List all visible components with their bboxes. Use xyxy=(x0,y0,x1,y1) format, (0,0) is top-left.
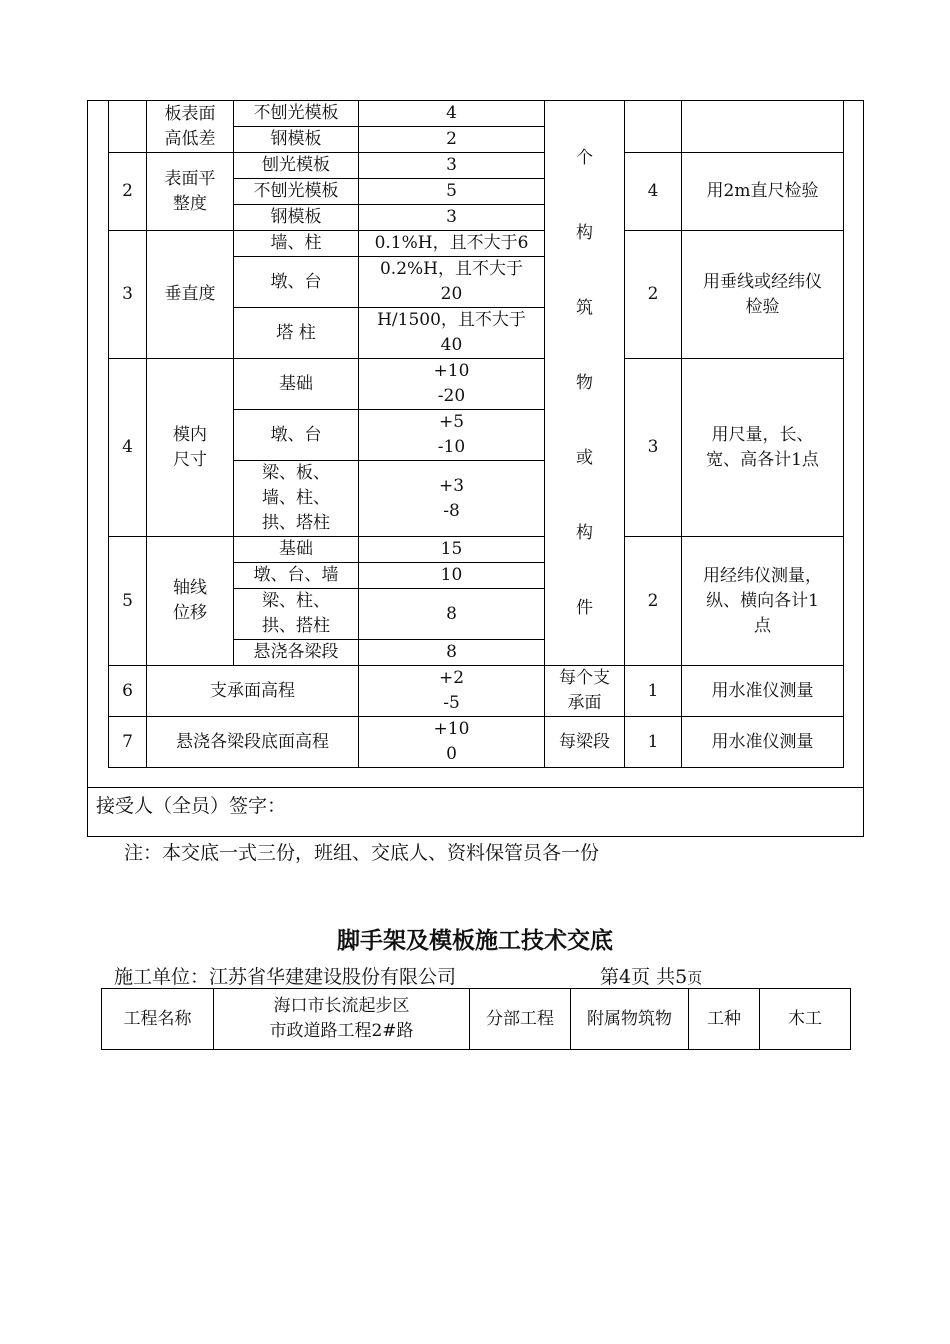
tolerance-value: 15 xyxy=(359,537,545,563)
formwork-type: 钢模板 xyxy=(234,127,359,153)
tolerance-value: +2 -5 xyxy=(359,666,545,717)
page-title: 脚手架及模板施工技术交底 xyxy=(337,927,613,954)
scope-char: 件 xyxy=(576,598,593,618)
row-number: 2 xyxy=(109,153,147,231)
inspection-scope xyxy=(545,101,625,666)
formwork-type: 塔 柱 xyxy=(234,308,359,359)
table-row xyxy=(109,359,844,410)
table-row xyxy=(102,989,851,1050)
tolerance-value: 3 xyxy=(359,153,545,179)
check-frequency: 4 xyxy=(625,153,682,231)
tolerance-value: 0.1%H，且不大于6 xyxy=(359,231,545,257)
tolerance-value: +10 0 xyxy=(359,717,545,768)
project-info-table xyxy=(101,988,851,1050)
signature-label: 接受人（全员）签字： xyxy=(96,795,287,817)
scope-char: 个 xyxy=(576,148,593,168)
page-prefix: 第 xyxy=(600,966,620,988)
scope-char: 或 xyxy=(576,448,593,468)
check-method: 用水准仪测量 xyxy=(682,666,844,717)
scope-char: 构 xyxy=(576,523,593,543)
check-method: 用经纬仪测量， 纵、横向各计1 点 xyxy=(682,537,844,666)
check-method: 用垂线或经纬仪 检验 xyxy=(682,231,844,359)
check-item: 模内 尺寸 xyxy=(147,359,234,537)
formwork-type: 墩、台 xyxy=(234,257,359,308)
check-item: 悬浇各梁段底面高程 xyxy=(147,717,359,768)
check-item: 支承面高程 xyxy=(147,666,359,717)
inspection-scope: 每梁段 xyxy=(545,717,625,768)
project-name-value: 海口市长流起步区 市政道路工程2#路 xyxy=(214,989,470,1050)
inspection-form-frame xyxy=(87,100,864,837)
formwork-type: 梁、柱、 拱、搭柱 xyxy=(234,589,359,640)
tolerance-value: +5 -10 xyxy=(359,410,545,461)
check-frequency: 3 xyxy=(625,359,682,537)
table-row xyxy=(109,666,844,717)
check-frequency xyxy=(625,101,682,153)
check-item: 表面平 整度 xyxy=(147,153,234,231)
check-method: 用2m直尺检验 xyxy=(682,153,844,231)
signature-divider xyxy=(88,787,863,788)
page-current: 4 xyxy=(619,966,632,988)
row-number: 4 xyxy=(109,359,147,537)
tolerance-value: 4 xyxy=(359,101,545,127)
table-row xyxy=(109,537,844,563)
page-indicator xyxy=(600,962,702,989)
formwork-type: 基础 xyxy=(234,359,359,410)
tolerance-value: 8 xyxy=(359,640,545,666)
page-mid: 页 共 xyxy=(631,966,676,988)
footnote: 注：本交底一式三份，班组、交底人、资料保管员各一份 xyxy=(124,842,600,864)
check-method: 用水准仪测量 xyxy=(682,717,844,768)
table-row xyxy=(109,231,844,257)
tolerance-table xyxy=(108,100,844,768)
tolerance-value: 3 xyxy=(359,205,545,231)
subproject-value: 附属物筑物 xyxy=(571,989,689,1050)
formwork-type: 梁、板、 墙、柱、 拱、塔柱 xyxy=(234,461,359,537)
table-row xyxy=(109,717,844,768)
tolerance-value: 2 xyxy=(359,127,545,153)
check-frequency: 2 xyxy=(625,537,682,666)
formwork-type: 悬浇各梁段 xyxy=(234,640,359,666)
row-number: 6 xyxy=(109,666,147,717)
row-number: 3 xyxy=(109,231,147,359)
row-number xyxy=(109,101,147,153)
check-frequency: 1 xyxy=(625,666,682,717)
formwork-type: 钢模板 xyxy=(234,205,359,231)
table-row xyxy=(109,101,844,127)
check-item: 板表面 高低差 xyxy=(147,101,234,153)
table-row xyxy=(109,153,844,179)
check-method xyxy=(682,101,844,153)
check-frequency: 1 xyxy=(625,717,682,768)
tolerance-value: 8 xyxy=(359,589,545,640)
formwork-type: 不刨光模板 xyxy=(234,101,359,127)
tolerance-value: +10 -20 xyxy=(359,359,545,410)
inspection-scope: 每个支 承面 xyxy=(545,666,625,717)
tolerance-value: 10 xyxy=(359,563,545,589)
page-suffix: 页 xyxy=(687,969,703,987)
tolerance-value: +3 -8 xyxy=(359,461,545,537)
tolerance-value: 5 xyxy=(359,179,545,205)
formwork-type: 不刨光模板 xyxy=(234,179,359,205)
formwork-type: 刨光模板 xyxy=(234,153,359,179)
trade-value: 木工 xyxy=(760,989,851,1050)
project-name-label: 工程名称 xyxy=(102,989,214,1050)
tolerance-value: 0.2%H，且不大于 20 xyxy=(359,257,545,308)
row-number: 5 xyxy=(109,537,147,666)
construction-unit: 施工单位：江苏省华建建设股份有限公司 xyxy=(114,966,457,988)
page-total: 5 xyxy=(675,966,688,988)
check-item: 轴线 位移 xyxy=(147,537,234,666)
check-frequency: 2 xyxy=(625,231,682,359)
formwork-type: 墩、台 xyxy=(234,410,359,461)
subproject-label: 分部工程 xyxy=(470,989,571,1050)
check-item: 垂直度 xyxy=(147,231,234,359)
check-method: 用尺量，长、 宽、高各计1点 xyxy=(682,359,844,537)
scope-char: 物 xyxy=(576,373,593,393)
tolerance-value: H/1500，且不大于 40 xyxy=(359,308,545,359)
formwork-type: 基础 xyxy=(234,537,359,563)
row-number: 7 xyxy=(109,717,147,768)
trade-label: 工种 xyxy=(689,989,760,1050)
formwork-type: 墩、台、墙 xyxy=(234,563,359,589)
scope-char: 筑 xyxy=(576,298,593,318)
scope-char: 构 xyxy=(576,223,593,243)
formwork-type: 墙、柱 xyxy=(234,231,359,257)
